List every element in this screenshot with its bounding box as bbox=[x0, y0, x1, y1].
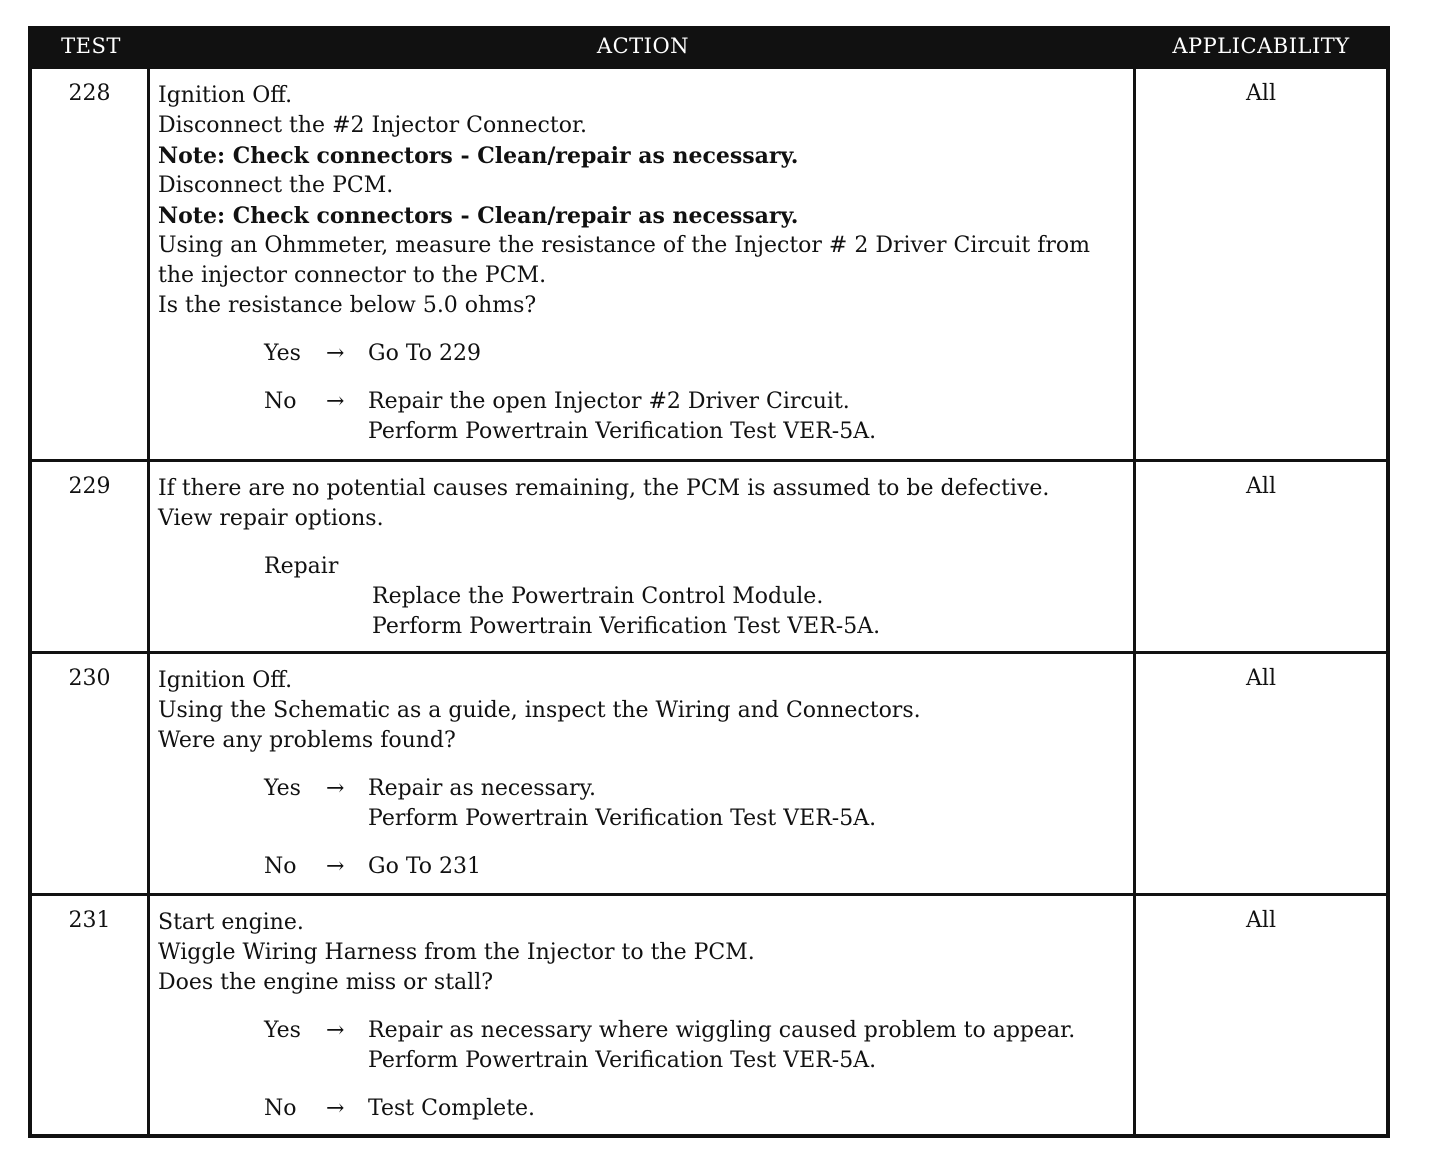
no-label: No bbox=[264, 854, 297, 879]
no-result bbox=[158, 387, 1127, 447]
question-line: Does the engine miss or stall? bbox=[158, 970, 494, 995]
table-row bbox=[32, 651, 1386, 893]
no-label: No bbox=[264, 1096, 297, 1121]
action-cell bbox=[150, 654, 1136, 893]
yes-result bbox=[158, 339, 1127, 369]
test-number: 230 bbox=[32, 654, 150, 893]
applicability-cell: All bbox=[1246, 666, 1276, 691]
repair-step: Perform Powertrain Verification Test VER-5A. bbox=[372, 614, 881, 639]
arrow-icon: → bbox=[326, 1096, 345, 1121]
applicability-cell: All bbox=[1246, 908, 1276, 933]
header-applicability: APPLICABILITY bbox=[1172, 34, 1350, 58]
applicability-cell: All bbox=[1246, 81, 1276, 106]
header-test: TEST bbox=[61, 34, 121, 58]
arrow-icon: → bbox=[326, 389, 345, 414]
action-line: Using an Ohmmeter, measure the resistance of the Injector # 2 Driver Circuit from bbox=[158, 233, 1091, 258]
action-cell bbox=[150, 69, 1136, 459]
action-line: Using the Schematic as a guide, inspect the Wiring and Connectors. bbox=[158, 698, 921, 723]
action-line: Wiggle Wiring Harness from the Injector to the PCM. bbox=[158, 940, 755, 965]
action-cell bbox=[150, 462, 1136, 651]
action-line: the injector connector to the PCM. bbox=[158, 263, 547, 288]
applicability-cell: All bbox=[1246, 474, 1276, 499]
yes-text: Perform Powertrain Verification Test VER-5A. bbox=[368, 1048, 877, 1073]
no-text: Test Complete. bbox=[368, 1096, 536, 1121]
arrow-icon: → bbox=[326, 341, 345, 366]
yes-result bbox=[158, 774, 1127, 834]
table-row bbox=[32, 66, 1386, 459]
header-action: ACTION bbox=[596, 34, 690, 58]
action-line: View repair options. bbox=[158, 506, 384, 531]
question-line: Is the resistance below 5.0 ohms? bbox=[158, 293, 537, 318]
note-line: Note: Check connectors - Clean/repair as necessary. bbox=[158, 203, 799, 229]
action-line: Ignition Off. bbox=[158, 83, 293, 108]
repair-step: Replace the Powertrain Control Module. bbox=[372, 584, 824, 609]
no-result bbox=[158, 852, 1127, 882]
yes-text: Go To 229 bbox=[368, 341, 482, 366]
action-line: Disconnect the #2 Injector Connector. bbox=[158, 113, 588, 138]
no-text: Repair the open Injector #2 Driver Circuit. bbox=[368, 389, 850, 414]
yes-label: Yes bbox=[264, 341, 301, 366]
table-header bbox=[32, 26, 1386, 66]
note-line: Note: Check connectors - Clean/repair as necessary. bbox=[158, 143, 799, 169]
test-number: 229 bbox=[32, 462, 150, 651]
diagnostic-table bbox=[28, 26, 1390, 1138]
yes-text: Perform Powertrain Verification Test VER-5A. bbox=[368, 806, 877, 831]
repair-label: Repair bbox=[264, 554, 339, 579]
action-cell bbox=[150, 896, 1136, 1134]
test-number: 231 bbox=[32, 896, 150, 1134]
no-result bbox=[158, 1094, 1127, 1124]
test-number: 228 bbox=[32, 69, 150, 459]
arrow-icon: → bbox=[326, 854, 345, 879]
no-label: No bbox=[264, 389, 297, 414]
no-text: Go To 231 bbox=[368, 854, 482, 879]
no-text: Perform Powertrain Verification Test VER-5A. bbox=[368, 419, 877, 444]
action-line: Start engine. bbox=[158, 910, 304, 935]
yes-text: Repair as necessary where wiggling caused problem to appear. bbox=[368, 1018, 1076, 1043]
repair-steps bbox=[372, 582, 1127, 642]
table-row bbox=[32, 893, 1386, 1134]
yes-label: Yes bbox=[264, 776, 301, 801]
yes-text: Repair as necessary. bbox=[368, 776, 596, 801]
action-line: Disconnect the PCM. bbox=[158, 173, 394, 198]
action-line: If there are no potential causes remaining, the PCM is assumed to be defective. bbox=[158, 476, 1050, 501]
action-line: Ignition Off. bbox=[158, 668, 293, 693]
arrow-icon: → bbox=[326, 1018, 345, 1043]
table-row bbox=[32, 459, 1386, 651]
yes-label: Yes bbox=[264, 1018, 301, 1043]
question-line: Were any problems found? bbox=[158, 728, 456, 753]
arrow-icon: → bbox=[326, 776, 345, 801]
yes-result bbox=[158, 1016, 1127, 1076]
